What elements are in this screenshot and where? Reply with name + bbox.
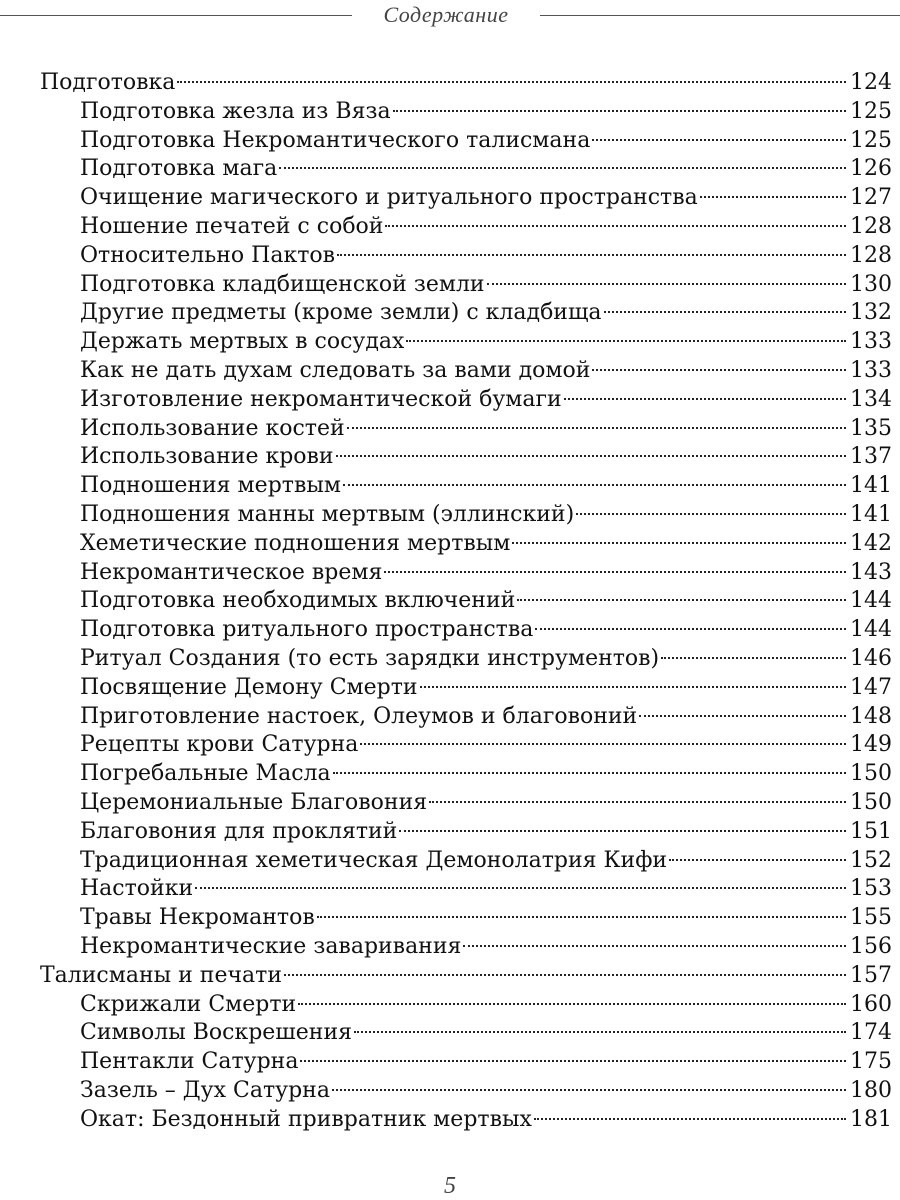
toc-entry-page: 126 [850,156,892,182]
toc-entry [40,731,892,760]
toc-entry-title: Относительно Пактов [80,242,335,268]
dot-leader [177,81,846,83]
toc-entry-page: 156 [850,933,892,959]
toc-entry [40,933,892,962]
dot-leader [669,859,846,861]
dot-leader [332,1089,846,1091]
toc-entry [40,357,892,386]
dot-leader [284,974,846,976]
toc-entry [40,443,892,472]
toc-entry-title: Погребальные Масла [80,761,331,787]
dot-leader [393,110,846,112]
dot-leader [639,715,846,717]
dot-leader [354,1031,846,1033]
toc-entry-page: 149 [850,732,892,758]
toc-section-entry [40,962,892,991]
toc-entry-page: 155 [850,905,892,931]
toc-entry-title: Другие предметы (кроме земли) с кладбища [80,300,602,326]
toc-entry [40,789,892,818]
dot-leader [279,167,846,169]
toc-entry [40,415,892,444]
dot-leader [604,311,846,313]
dot-leader [517,599,846,601]
toc-entry-page: 151 [850,818,892,844]
toc-entry-page: 125 [850,127,892,153]
toc-entry-page: 133 [850,329,892,355]
page-number: 5 [444,1173,456,1199]
toc-entry-page: 150 [850,761,892,787]
toc-entry-page: 134 [850,386,892,412]
toc-entry-page: 143 [850,559,892,585]
header-rule-left [0,15,352,16]
dot-leader [592,369,846,371]
toc-entry [40,1106,892,1135]
toc-entry-title: Подношения мертвым [80,473,341,499]
toc-entry [40,155,892,184]
toc-entry-title: Подготовка [40,70,176,95]
toc-entry-title: Ритуал Создания (то есть зарядки инструментов) [80,645,660,671]
dot-leader [384,571,846,573]
toc-entry-title: Очищение магического и ритуального пространства [80,185,698,211]
toc-entry [40,616,892,645]
dot-leader [343,484,846,486]
toc-entry-title: Использование костей [80,415,345,441]
toc-entry-page: 141 [850,473,892,499]
toc-entry-title: Приготовление настоек, Олеумов и благовоний [80,703,638,729]
toc-entry-title: Хеметические подношения мертвым [80,530,511,556]
dot-leader [399,830,846,832]
toc-entry-page: 135 [850,415,892,441]
dot-leader [700,196,846,198]
toc-entry [40,1019,892,1048]
toc-entry-title: Скрижали Смерти [80,991,297,1017]
dot-leader [576,513,846,515]
toc-entry-title: Как не дать духам следовать за вами домой [80,357,591,383]
toc-entry-page: 150 [850,789,892,815]
toc-entry-page: 144 [850,617,892,643]
toc-entry-page: 146 [850,645,892,671]
toc-entry-page: 157 [850,962,892,988]
toc-entry-title: Некромантические заваривания [80,933,462,959]
toc-entry-title: Зазель – Дух Сатурна [80,1077,330,1103]
toc-entry-title: Настойки [80,876,194,902]
toc-entry [40,271,892,300]
toc-entry [40,501,892,530]
toc-entry-title: Использование крови [80,444,334,470]
dot-leader [337,254,846,256]
toc-entry [40,98,892,127]
toc-entry-title: Подношения манны мертвым (эллинский) [80,501,575,527]
toc-entry-page: 147 [850,674,892,700]
toc-entry-page: 128 [850,242,892,268]
toc-entry-page: 144 [850,588,892,614]
toc-entry-title: Символы Воскрешения [80,1020,352,1046]
toc-section-entry [40,69,892,98]
toc-entry-title: Окат: Бездонный привратник мертвых [80,1106,532,1132]
toc-entry-page: 175 [850,1049,892,1075]
toc-entry [40,242,892,271]
dot-leader [300,1060,846,1062]
toc-entry-page: 128 [850,213,892,239]
dot-leader [512,542,846,544]
dot-leader [429,801,846,803]
running-header [0,0,900,34]
toc-entry-page: 125 [850,98,892,124]
toc-entry-title: Травы Некромантов [80,905,315,931]
toc-entry-page: 124 [850,70,892,95]
toc-entry-page: 132 [850,300,892,326]
toc-entry [40,587,892,616]
toc-entry [40,184,892,213]
toc-entry [40,904,892,933]
toc-entry-title: Церемониальные Благовония [80,789,428,815]
toc-entry-title: Изготовление некромантической бумаги [80,386,562,412]
toc-entry-title: Рецепты крови Сатурна [80,732,359,758]
dot-leader [564,398,846,400]
dot-leader [298,1003,846,1005]
toc-entry [40,530,892,559]
toc-entry-page: 141 [850,501,892,527]
dot-leader [336,455,846,457]
dot-leader [195,887,846,889]
toc-entry-page: 153 [850,876,892,902]
dot-leader [317,916,846,918]
dot-leader [661,657,846,659]
toc-entry-page: 137 [850,444,892,470]
toc-entry-title: Ношение печатей с собой [80,213,384,239]
toc-entry-title: Благовония для проклятий [80,818,398,844]
toc-entry-title: Подготовка кладбищенской земли [80,271,485,297]
toc-entry-title: Традиционная хеметическая Демонолатрия Кифи [80,847,668,873]
toc-entry [40,847,892,876]
toc-entry-page: 181 [850,1106,892,1132]
toc-entry-title: Подготовка жезла из Вяза [80,98,391,124]
toc-entry-title: Подготовка ритуального пространства [80,617,534,643]
toc-entry [40,1048,892,1077]
toc-entry-title: Некромантическое время [80,559,383,585]
toc-entry [40,213,892,242]
header-title: Содержание [383,2,509,27]
toc-entry [40,645,892,674]
toc-entry [40,991,892,1020]
dot-leader [333,772,846,774]
toc-entry-title: Талисманы и печати [40,962,282,988]
dot-leader [385,225,846,227]
dot-leader [592,139,846,141]
toc-entry-page: 148 [850,703,892,729]
dot-leader [406,340,846,342]
toc-entry [40,818,892,847]
toc-entry-title: Подготовка мага [80,156,278,182]
toc-entry-page: 160 [850,991,892,1017]
toc-entry [40,127,892,156]
dot-leader [360,743,846,745]
toc-entry-title: Держать мертвых в сосудах [80,329,405,355]
toc-entry-page: 142 [850,530,892,556]
toc-entry-title: Подготовка необходимых включений [80,588,516,614]
toc-entry [40,1077,892,1106]
dot-leader [463,945,846,947]
dot-leader [347,427,846,429]
toc-entry-page: 130 [850,271,892,297]
header-rule-right [540,15,900,16]
dot-leader [534,1118,846,1120]
toc-entry-page: 133 [850,357,892,383]
table-of-contents [40,69,892,1134]
toc-entry [40,674,892,703]
toc-entry-page: 152 [850,847,892,873]
dot-leader [487,283,846,285]
toc-entry-title: Пентакли Сатурна [80,1049,299,1075]
toc-entry-page: 174 [850,1020,892,1046]
toc-entry-page: 127 [850,185,892,211]
dot-leader [420,686,846,688]
toc-entry [40,328,892,357]
toc-entry-page: 180 [850,1077,892,1103]
toc-entry [40,875,892,904]
dot-leader [535,628,846,630]
toc-entry [40,760,892,789]
toc-entry [40,472,892,501]
toc-entry-title: Посвящение Демону Смерти [80,674,418,700]
toc-entry-title: Подготовка Некромантического талисмана [80,127,591,153]
toc-entry [40,559,892,588]
toc-entry [40,386,892,415]
toc-entry [40,703,892,732]
toc-entry [40,299,892,328]
